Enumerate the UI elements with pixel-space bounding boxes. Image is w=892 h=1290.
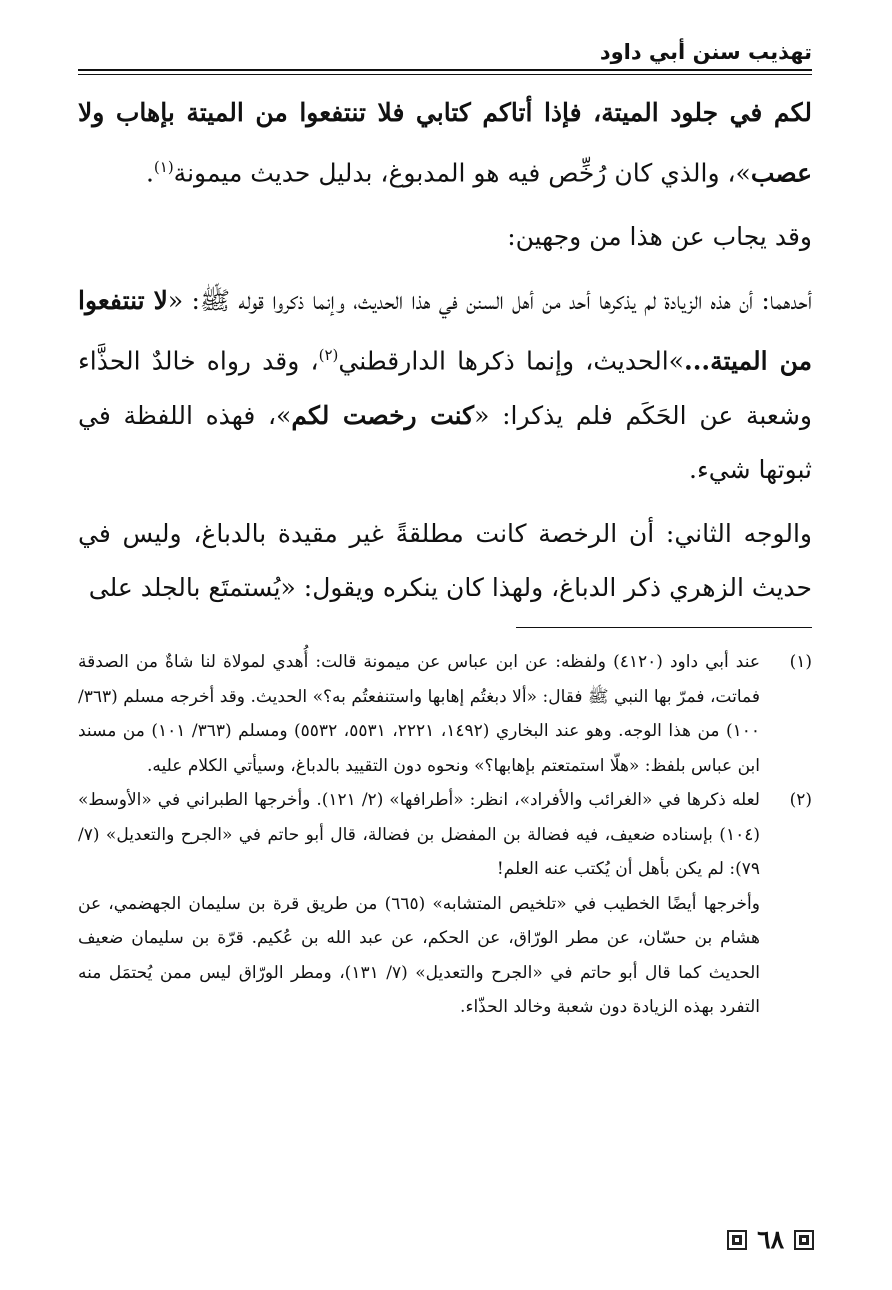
paragraph-text: أحدهما: أن هذه الزيادة لم يذكرها أحد من أهل السنن في هذا الحديث، وإنما ذكروا قوله ﷺ: «: [167, 286, 813, 316]
paragraph-end: .: [145, 158, 154, 188]
footnote-2: [78, 783, 812, 1025]
quote-bold: لا تنتفعوا من الميتة...: [78, 286, 812, 376]
footnote-number: (٢): [789, 790, 812, 810]
header-rule-thick: [78, 69, 812, 71]
footnote-text-continued: وأخرجها أيضًا الخطيب في «تلخيص المتشابه» (٦٦٥) من طريق قرة بن سليمان الجهضمي، عن هشام بن حسّان، عن مطر الورّاق، عن الحكم، عن عبد الله بن عُكيم. قرّة بن سليمان ضعيف الحديث كما قال أبو حاتم في «الجرح والتعديل» (٧/ ١٣١)، ومطر الورّاق ليس ممن يُحتمَل منه التفرد بهذه الزيادة دون شعبة وخالد الحذّاء.: [78, 893, 760, 1017]
paragraph-1: [78, 86, 812, 200]
header-title: تهذيب سنن أبي داود: [599, 40, 812, 64]
footnote-text: لعله ذكرها في «الغرائب والأفراد»، انظر: «أطرافها» (٢/ ١٢١). وأخرجها الطبراني في «الأوسط» (١٠٤) بإسناده ضعيف، فيه فضالة بن المفضل بن فضالة، قال أبو حاتم في «الجرح والتعديل» (٧/ ٧٩): لم يكن بأهل أن يُكتب عنه العلم!: [78, 790, 760, 879]
running-header: [78, 38, 812, 66]
footnote-text: عند أبي داود (٤١٢٠) ولفظه: عن ابن عباس عن ميمونة قالت: أُهدي لمولاة لنا شاةٌ من الصدقة فماتت، فمرّ بها النبي ﷺ فقال: «ألا دبغتُم إهابها واستنفعتُم به؟» الحديث. وقد أخرجه مسلم (٣٦٣/ ١٠٠) من هذا الوجه. وهو عند البخاري (١٤٩٢، ٢٢٢١، ٥٥٣١، ٥٥٣٢) ومسلم (٣٦٣/ ١٠١) من مسند ابن عباس بلفظ: «هلّا استمتعتم بإهابها؟» ونحوه دون التقييد بالدباغ، وسيأتي الكلام عليه.: [78, 652, 761, 776]
ornament-square-icon: [794, 1230, 814, 1250]
paragraph-text: ، وقد رواه خالدٌ الحذَّاء وشعبة عن الحَكَم فلم يذكرا: «: [78, 346, 812, 430]
footnotes: [78, 645, 812, 1025]
footnote-ref-2: (٢): [318, 346, 339, 365]
footnote-separator: [516, 627, 812, 628]
header-rule-thin: [78, 74, 812, 75]
quote-bold: كنت رخصت لكم: [291, 400, 475, 430]
paragraph-3: [78, 274, 812, 496]
footnote-number: (١): [789, 652, 812, 672]
page-footer: [727, 1224, 814, 1256]
footnote-1: [78, 645, 812, 783]
quote-bold: لكم في جلود الميتة، فإذا أتاكم كتابي فلا تنتفعوا من الميتة بإهاب ولا عصب: [78, 98, 812, 188]
paragraph-text: »، فهذه اللفظة في ثبوتها شيء.: [78, 400, 812, 484]
ornament-square-icon: [727, 1230, 747, 1250]
page-number: ٦٨: [757, 1225, 784, 1254]
main-text: [78, 86, 812, 615]
paragraph-text: »، والذي كان رُخِّص فيه هو المدبوغ، بدليل حديث ميمونة: [173, 158, 751, 188]
paragraph-2: وقد يجاب عن هذا من وجهين:: [507, 222, 812, 252]
paragraph-text: »الحديث، وإنما ذكرها الدارقطني: [338, 346, 684, 376]
footnote-ref-1: (١): [153, 158, 174, 176]
paragraph-4: والوجه الثاني: أن الرخصة كانت مطلقةً غير مقيدة بالدباغ، وليس في حديث الزهري ذكر الدباغ، ولهذا كان ينكره ويقول: «يُستمتَع بالجلد على: [78, 518, 812, 602]
